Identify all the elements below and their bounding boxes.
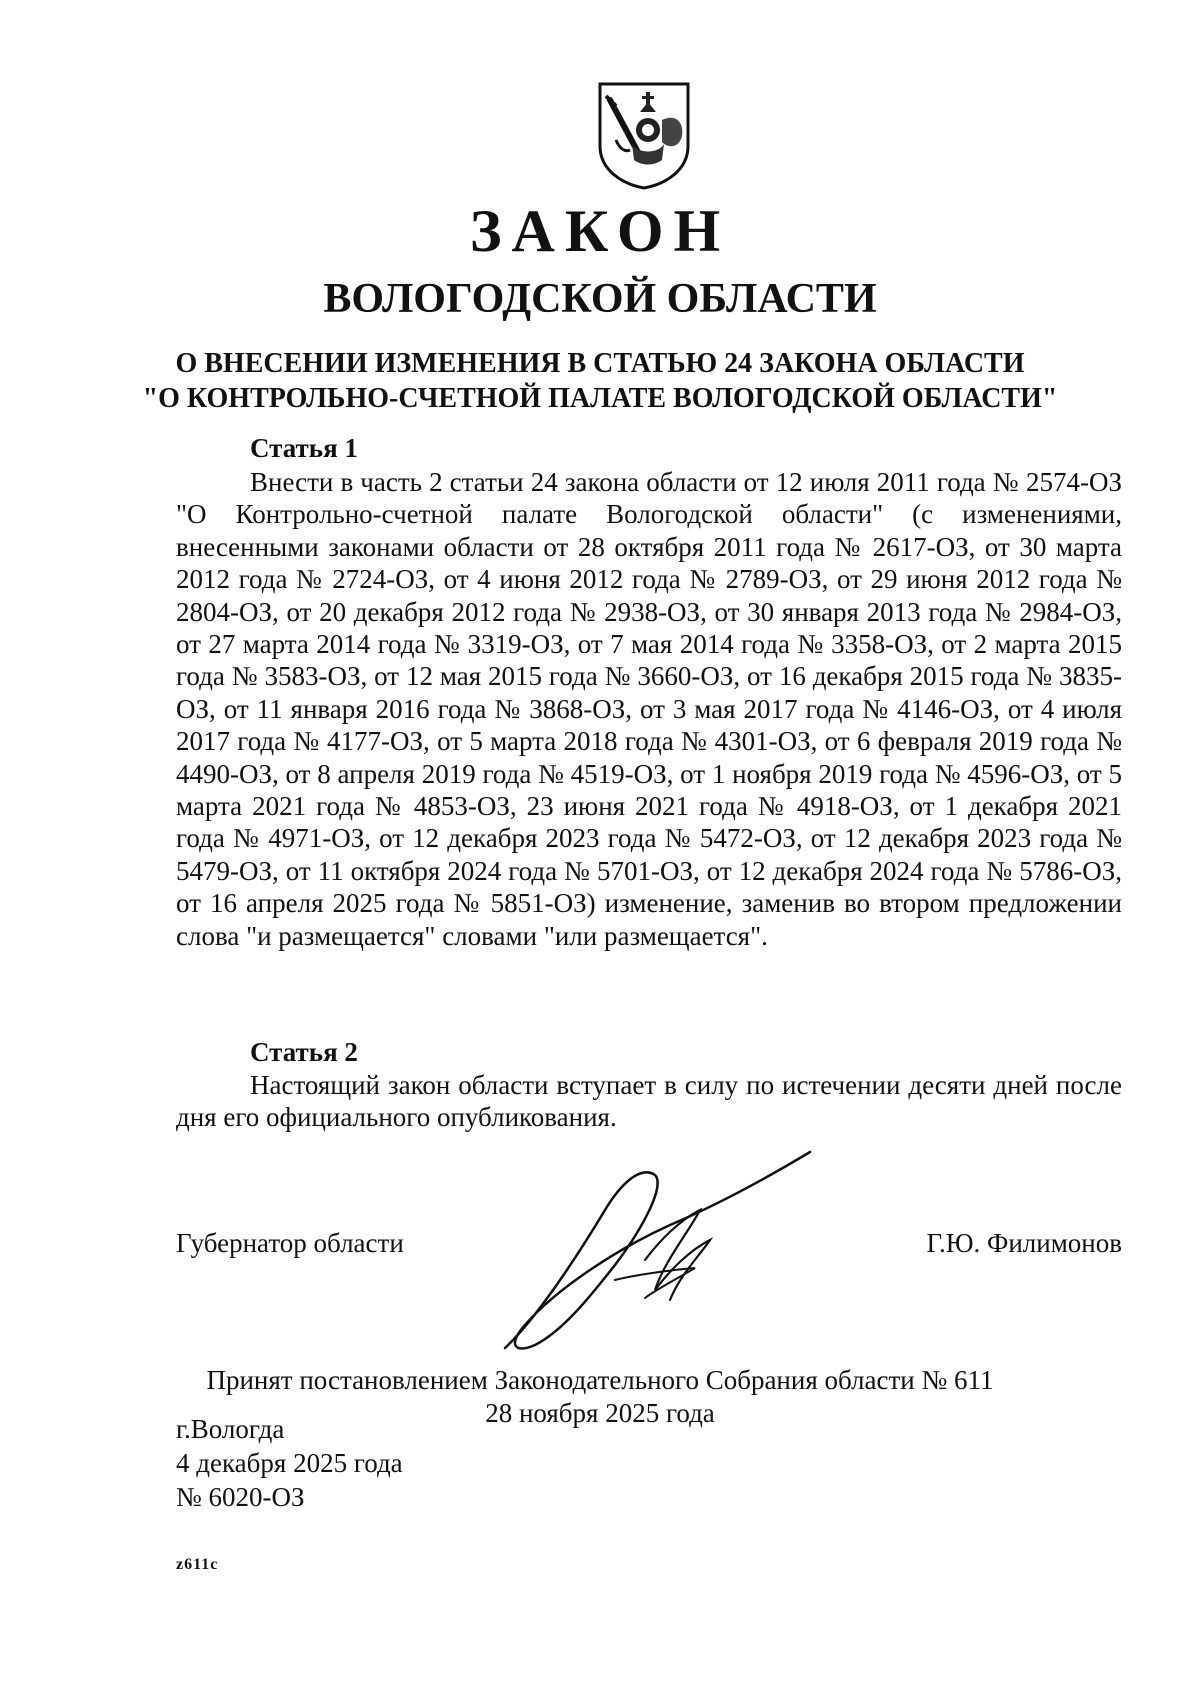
adoption-line-2: 28 ноября 2025 года bbox=[485, 1397, 715, 1428]
article-2-text: Настоящий закон области вступает в силу по истечении десяти дней после дня его официального опубликования. bbox=[176, 1070, 1122, 1133]
signing-date: 4 декабря 2025 года bbox=[176, 1448, 403, 1478]
region-title: ВОЛОГОДСКОЙ ОБЛАСТИ bbox=[323, 276, 877, 322]
subtitle-line-2: "О КОНТРОЛЬНО-СЧЕТНОЙ ПАЛАТЕ ВОЛОГОДСКОЙ ОБЛАСТИ" bbox=[142, 383, 1058, 414]
signer-position: Губернатор области bbox=[176, 1228, 404, 1258]
governor-signature bbox=[495, 1140, 825, 1360]
article-1-heading: Статья 1 bbox=[250, 433, 358, 463]
document-type-title: ЗАКОН bbox=[469, 198, 731, 264]
subtitle-line-1: О ВНЕСЕНИИ ИЗМЕНЕНИЯ В СТАТЬЮ 24 ЗАКОНА ОБЛАСТИ bbox=[175, 348, 1025, 379]
law-subtitle bbox=[80, 346, 1120, 416]
document-code: z611c bbox=[176, 1556, 219, 1573]
article-2-heading: Статья 2 bbox=[250, 1037, 358, 1067]
coat-of-arms-icon bbox=[596, 80, 692, 190]
signer-name: Г.Ю. Филимонов bbox=[926, 1228, 1122, 1258]
law-number: № 6020-ОЗ bbox=[176, 1482, 305, 1512]
city: г.Вологда bbox=[176, 1414, 285, 1444]
article-1-text: Внести в часть 2 статьи 24 закона области от 12 июля 2011 года № 2574-ОЗ "О Контрольно-счетной палате Вологодской области" (с изменениями, внесенными законами области от 28 октября 2011 года № 2617-ОЗ, от 30 марта 2012 года № 2724-ОЗ, от 4 июня 2012 года № 2789-ОЗ, от 29 июня 2012 года № 2804-ОЗ, от 20 декабря 2012 года № 2938-ОЗ, от 30 января 2013 года № 2984-ОЗ, от 27 марта 2014 года № 3319-ОЗ, от 7 мая 2014 года № 3358-ОЗ, от 2 марта 2015 года № 3583-ОЗ, от 12 мая 2015 года № 3660-ОЗ, от 16 декабря 2015 года № 3835-ОЗ, от 11 января 2016 года № 3868-ОЗ, от 3 мая 2017 года № 4146-ОЗ, от 4 июля 2017 года № 4177-ОЗ, от 5 марта 2018 года № 4301-ОЗ, от 6 февраля 2019 года № 4490-ОЗ, от 8 апреля 2019 года № 4519-ОЗ, от 1 ноября 2019 года № 4596-ОЗ, от 5 марта 2021 года № 4853-ОЗ, 23 июня 2021 года № 4918-ОЗ, от 1 декабря 2021 года № 4971-ОЗ, от 12 декабря 2023 года № 5472-ОЗ, от 12 декабря 2023 года № 5479-ОЗ, от 11 октября 2024 года № 5701-ОЗ, от 12 декабря 2024 года № 5786-ОЗ, от 16 апреля 2025 года № 5851-ОЗ) изменение, заменив во втором предложении слова "и размещается" словами "или размещается". bbox=[176, 467, 1122, 951]
place-date-number bbox=[176, 1412, 403, 1514]
adoption-line-1: Принят постановлением Законодательного Собрания области № 611 bbox=[206, 1365, 994, 1395]
